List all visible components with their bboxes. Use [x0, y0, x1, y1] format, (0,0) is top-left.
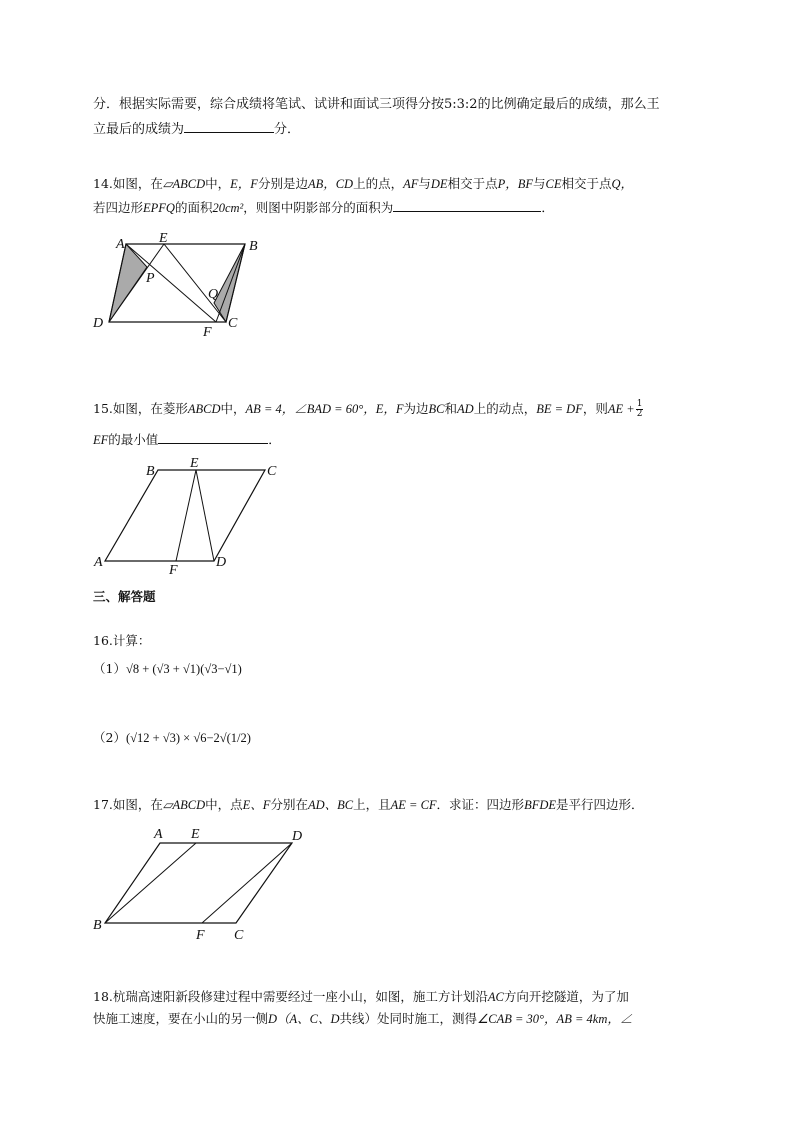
q17-math: AD、BC	[307, 798, 354, 812]
q15-text: 为边	[403, 401, 429, 416]
q14-line1	[93, 176, 633, 192]
q18-text: 18.杭瑞高速阳新段修建过程中需要经过一座小山，如图，施工方计划沿	[93, 989, 488, 1004]
q14-text: 上的点，	[353, 176, 404, 191]
q14-figure	[90, 230, 280, 340]
q15-math: EF	[93, 433, 109, 447]
q15-fraction	[636, 400, 644, 419]
q14-math: EPFQ	[143, 201, 175, 215]
q14-math: DE	[430, 177, 448, 191]
q15-rhombus	[105, 470, 265, 561]
q17-label-f: F	[196, 928, 205, 943]
q14-text: 14.如图，在	[93, 176, 163, 191]
q16-part2-label: （2）	[93, 730, 126, 745]
q14-math: CE	[545, 177, 562, 191]
q13-answer-blank[interactable]	[184, 119, 274, 133]
q17-parallelogram-symbol: ▱ABCD	[162, 798, 206, 812]
q15-line1	[93, 400, 644, 419]
q15-frac-num: 1	[636, 399, 643, 409]
q14-parallelogram-symbol: ▱ABCD	[162, 177, 206, 191]
q14-label-a: A	[116, 237, 125, 252]
q15-line2	[93, 430, 281, 448]
q17-statement	[93, 797, 644, 813]
q17-label-c: C	[234, 928, 244, 943]
q15-text: 和	[444, 401, 458, 416]
section-heading: 三、解答题	[93, 589, 156, 604]
q14-line-bf	[216, 244, 245, 322]
q15-math: AB = 4，∠BAD = 60°，E，F	[245, 402, 404, 416]
q14-label-q: Q	[208, 287, 219, 302]
q14-label-c: C	[228, 316, 238, 331]
q14-math: AB，CD	[307, 177, 354, 191]
q15-answer-blank[interactable]	[158, 430, 268, 444]
q17-math: BFDE	[524, 798, 556, 812]
q14-text: 相交于点	[447, 176, 498, 191]
q14-text: 与	[533, 176, 546, 191]
q15-label-f: F	[169, 563, 178, 577]
q16-part1	[93, 661, 242, 677]
q16-part2-expression: (√12 + √3) × √6−2√(1/2)	[125, 731, 251, 745]
q14-text: 与	[418, 176, 431, 191]
q18-text: 方向开挖隧道，为了加	[503, 989, 629, 1004]
q14-math: Q，	[611, 177, 634, 191]
q18-text: 共线）处同时施工，测得	[339, 1011, 478, 1026]
q16-title: 16.计算：	[93, 633, 151, 648]
q17-math: AE = CF	[390, 798, 437, 812]
q14-math: E，F	[230, 177, 258, 191]
q15-text: 的最小值	[108, 432, 159, 447]
q17-math: E、F	[242, 798, 271, 812]
q14-line-ce	[164, 244, 226, 322]
q18-math: D（A、C、D	[268, 1012, 340, 1026]
q18-line1	[93, 989, 629, 1005]
q14-text: 的面积	[174, 200, 213, 215]
q15-text: ，则	[582, 401, 608, 416]
q15-line-ae	[176, 470, 196, 561]
q14-text: 若四边形	[93, 200, 144, 215]
q16-part2	[93, 730, 251, 746]
q14-text: ．	[541, 200, 554, 215]
q15-text: ．	[268, 432, 281, 447]
q15-frac-den: 2	[636, 409, 643, 419]
q13-line1: 分．根据实际需要，综合成绩将笔试、试讲和面试三项得分按5:3:2的比例确定最后的成绩，那么王	[93, 97, 660, 112]
q17-text: 是平行四边形．	[556, 797, 644, 812]
q17-text: ．求证：四边形	[436, 797, 525, 812]
q14-line-af	[126, 244, 219, 322]
q16-part1-expression: √8 + (√3 + √1)(√3−√1)	[125, 662, 242, 676]
q18-math: ∠CAB = 30°，AB = 4km，∠	[477, 1012, 633, 1026]
q14-math: AF	[403, 177, 419, 191]
q16-part1-label: （1）	[93, 661, 126, 676]
q17-label-e: E	[191, 827, 200, 842]
q13-line2-text-b: 分．	[274, 122, 301, 137]
q14-text: 中，	[205, 176, 231, 191]
q14-text: 分别是边	[257, 176, 308, 191]
q15-math: BC	[428, 402, 445, 416]
q18-line2	[93, 1011, 632, 1027]
q15-math: ABCD	[187, 402, 221, 416]
q15-text: 15.如图，在菱形	[93, 401, 188, 416]
q17-text: 中，点	[205, 797, 243, 812]
q17-line-fd	[202, 843, 292, 923]
q13-line2	[93, 119, 300, 138]
q17-label-a: A	[154, 827, 163, 842]
q18-math: AC	[487, 990, 504, 1004]
q14-line2	[93, 198, 554, 216]
q14-label-f: F	[203, 325, 212, 340]
q17-line-be	[105, 843, 196, 923]
q17-parallelogram	[105, 843, 292, 923]
q14-text: ，则图中阴影部分的面积为	[243, 200, 394, 215]
q14-label-b: B	[249, 239, 258, 254]
q14-label-d: D	[93, 316, 104, 331]
q15-label-e: E	[190, 456, 199, 471]
q14-math: P，BF	[497, 177, 534, 191]
q15-label-a: A	[94, 555, 103, 570]
q15-line-ed	[196, 470, 214, 561]
q15-math: BE = DF	[536, 402, 583, 416]
q14-math: 20cm²	[212, 201, 244, 215]
q15-text: 上的动点，	[473, 401, 537, 416]
q17-label-d: D	[292, 829, 303, 844]
q17-label-b: B	[93, 918, 102, 933]
q17-figure	[90, 823, 320, 945]
q17-text: 上，且	[353, 797, 391, 812]
q14-label-e: E	[159, 231, 168, 246]
q15-figure	[90, 455, 290, 577]
q14-text: 相交于点	[561, 176, 612, 191]
q18-text: 快施工速度，要在小山的另一侧	[93, 1011, 269, 1026]
q15-text: 中，	[220, 401, 246, 416]
q15-math: AD	[457, 402, 474, 416]
q14-answer-blank[interactable]	[393, 198, 541, 212]
q15-label-c: C	[267, 464, 277, 479]
q15-label-d: D	[216, 555, 227, 570]
q14-shade-left	[109, 244, 147, 322]
q17-text: 17.如图，在	[93, 797, 163, 812]
q17-text: 分别在	[270, 797, 308, 812]
q14-label-p: P	[146, 271, 155, 286]
q15-label-b: B	[146, 464, 155, 479]
q13-line2-text-a: 立最后的成绩为	[93, 122, 185, 137]
q15-math: AE +	[607, 402, 635, 416]
